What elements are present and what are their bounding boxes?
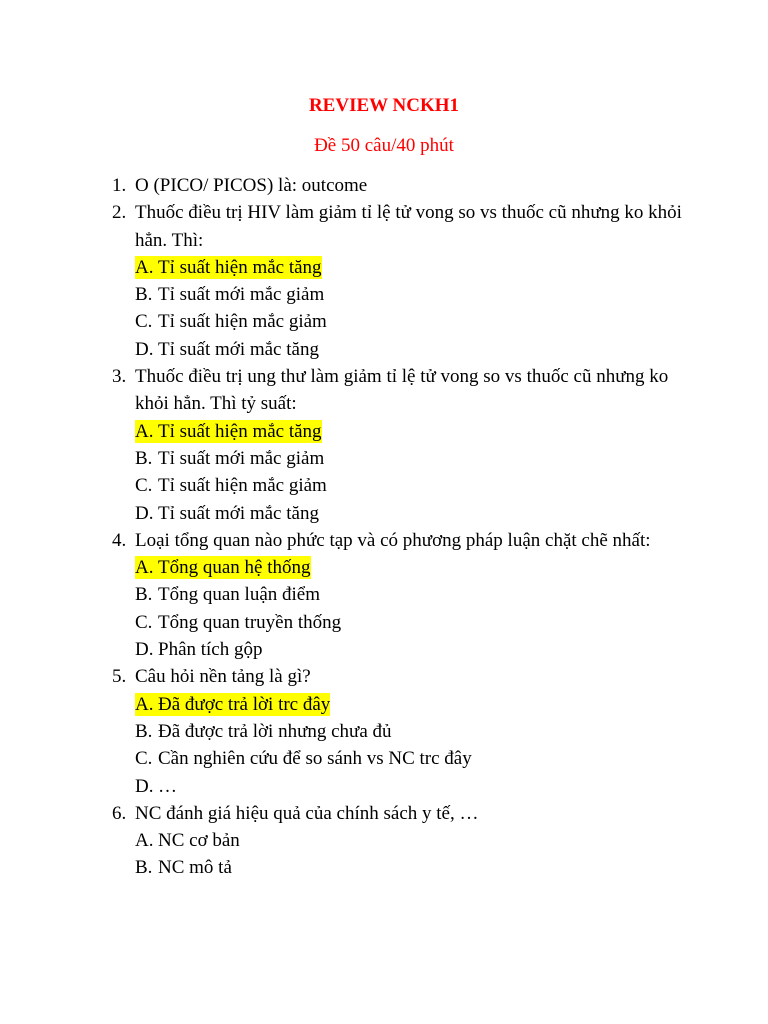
answer-content: [135, 775, 177, 798]
question-item: [0, 172, 768, 199]
option-letter: D.: [135, 639, 154, 661]
option-letter: B.: [135, 447, 153, 469]
answer-option: [135, 472, 768, 499]
answer-content: [135, 502, 319, 525]
option-text: NC cơ bản: [158, 830, 240, 852]
highlighted-answer-option: [135, 691, 768, 718]
answer-option: [135, 745, 768, 772]
option-text: Đã được trả lời trc đây: [158, 693, 331, 715]
option-list: [0, 418, 768, 527]
option-letter: B.: [135, 584, 153, 606]
option-letter: B.: [135, 720, 153, 742]
option-text: Tổng quan luận điểm: [158, 584, 320, 606]
answer-content: [135, 829, 240, 852]
answer-option: [135, 773, 768, 800]
answer-option: [135, 827, 768, 854]
option-letter: A.: [135, 830, 154, 852]
option-letter: C.: [135, 611, 153, 633]
question-list: [0, 172, 768, 882]
answer-highlight: [135, 556, 311, 579]
answer-option: [135, 581, 768, 608]
question-number: 2.: [112, 202, 127, 224]
document-title: REVIEW NCKH1: [308, 95, 460, 116]
option-letter: D.: [135, 775, 154, 797]
answer-option: [135, 281, 768, 308]
question-text: NC đánh giá hiệu quả của chính sách y tế, …: [135, 802, 479, 824]
answer-highlight: [135, 256, 322, 279]
answer-content: [135, 611, 341, 634]
question-text: O (PICO/ PICOS) là: outcome: [135, 175, 368, 196]
question-number: 4.: [112, 529, 127, 551]
option-text: …: [158, 775, 177, 797]
option-list: [0, 827, 768, 882]
answer-option: [135, 718, 768, 745]
highlighted-answer-option: [135, 254, 768, 281]
option-letter: A.: [135, 557, 154, 579]
question-text: Thuốc điều trị HIV làm giảm tỉ lệ tử vong so vs thuốc cũ nhưng ko khỏi hẳn. Thì:: [135, 202, 682, 251]
answer-option: [135, 445, 768, 472]
option-letter: D.: [135, 338, 154, 360]
answer-option: [135, 500, 768, 527]
answer-option: [135, 636, 768, 663]
option-list: [0, 254, 768, 363]
question-item: [0, 663, 768, 799]
question-number: 1.: [112, 175, 127, 196]
question-number: 3.: [112, 366, 127, 388]
option-letter: A.: [135, 693, 154, 715]
option-list: [0, 691, 768, 800]
option-list: [0, 554, 768, 663]
answer-content: [135, 338, 319, 361]
answer-option: [135, 609, 768, 636]
question-text: Loại tổng quan nào phức tạp và có phương pháp luận chặt chẽ nhất:: [135, 529, 651, 551]
question-number: 6.: [112, 802, 127, 824]
document-subtitle: Đề 50 câu/40 phút: [314, 135, 454, 156]
option-text: Tỉ suất hiện mắc tăng: [158, 256, 322, 278]
option-letter: C.: [135, 748, 153, 770]
answer-option: [135, 854, 768, 881]
option-letter: C.: [135, 311, 153, 333]
answer-content: [135, 720, 392, 743]
answer-content: [135, 283, 324, 306]
answer-content: [135, 474, 327, 497]
question-text: Thuốc điều trị ung thư làm giảm tỉ lệ tử vong so vs thuốc cũ nhưng ko khỏi hẳn. Thì tỷ suất:: [135, 366, 669, 415]
question-item: [0, 363, 768, 527]
option-text: Tổng quan hệ thống: [158, 557, 311, 579]
answer-content: [135, 447, 324, 470]
answer-highlight: [135, 693, 330, 716]
option-letter: B.: [135, 857, 153, 879]
answer-content: [135, 747, 472, 770]
option-text: Tỉ suất mới mắc giảm: [158, 447, 325, 469]
answer-content: [135, 856, 232, 879]
option-text: NC mô tả: [158, 857, 232, 879]
answer-option: [135, 308, 768, 335]
highlighted-answer-option: [135, 554, 768, 581]
question-number: 5.: [112, 666, 127, 688]
option-letter: A.: [135, 256, 154, 278]
option-text: Đã được trả lời nhưng chưa đủ: [158, 720, 392, 742]
answer-content: [135, 583, 320, 606]
option-letter: A.: [135, 420, 154, 442]
option-letter: C.: [135, 475, 153, 497]
option-text: Tỉ suất hiện mắc giảm: [158, 475, 327, 497]
option-text: Cần nghiên cứu để so sánh vs NC trc đây: [158, 748, 472, 770]
option-text: Tổng quan truyền thống: [158, 611, 342, 633]
option-letter: D.: [135, 502, 154, 524]
option-text: Phân tích gộp: [158, 639, 263, 661]
option-text: Tỉ suất hiện mắc giảm: [158, 311, 327, 333]
option-text: Tỉ suất mới mắc tăng: [158, 338, 319, 360]
question-item: [0, 800, 768, 882]
question-text: Câu hỏi nền tảng là gì?: [135, 666, 311, 688]
answer-highlight: [135, 420, 322, 443]
answer-content: [135, 638, 263, 661]
option-text: Tỉ suất hiện mắc tăng: [158, 420, 322, 442]
question-item: [0, 527, 768, 663]
option-text: Tỉ suất mới mắc tăng: [158, 502, 319, 524]
highlighted-answer-option: [135, 418, 768, 445]
question-item: [0, 199, 768, 363]
answer-option: [135, 336, 768, 363]
option-letter: B.: [135, 284, 153, 306]
answer-content: [135, 310, 327, 333]
option-text: Tỉ suất mới mắc giảm: [158, 284, 325, 306]
